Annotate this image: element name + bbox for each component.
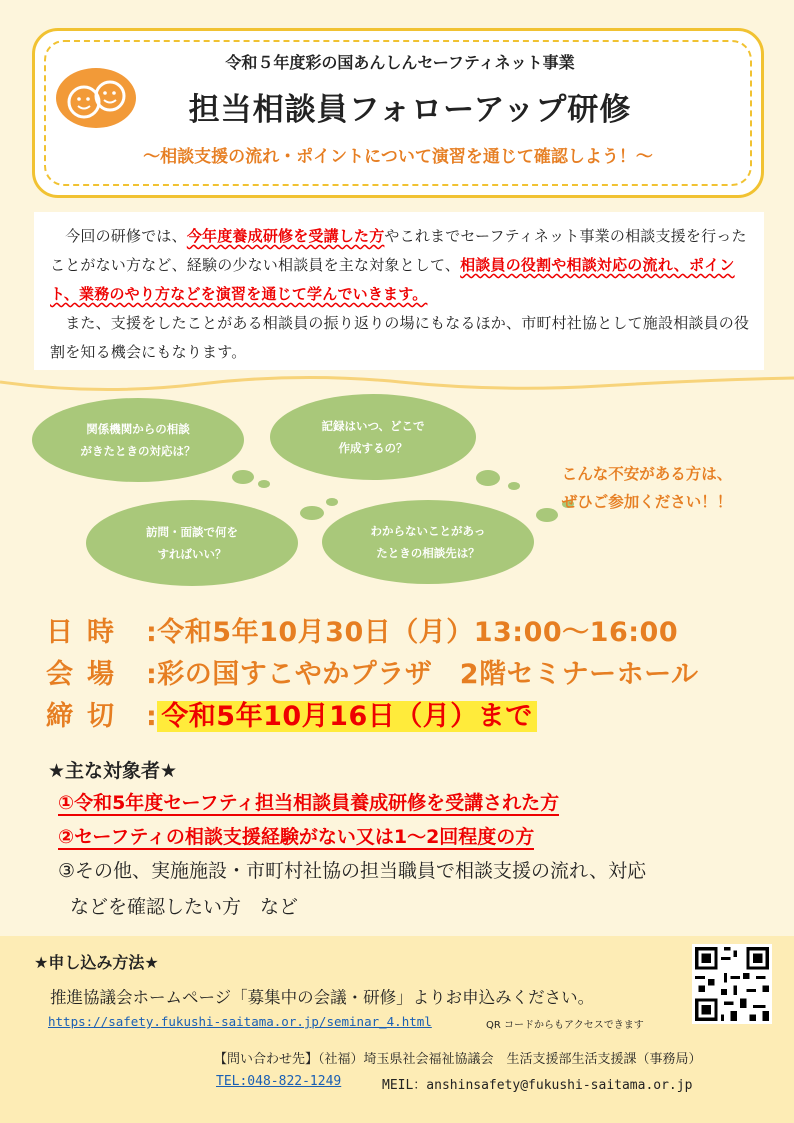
event-venue-row [46, 652, 699, 691]
date-label: 日時 [46, 617, 128, 648]
venue-value: :彩の国すこやかプラザ 2階セミナーホール [146, 659, 699, 690]
concern-bubble [270, 394, 476, 480]
bubble-tail-dot [258, 480, 270, 488]
target-item-continued [70, 890, 298, 924]
concern-bubble [322, 500, 534, 584]
intro-highlight-1: 今年度養成研修を受講した方 [186, 227, 385, 245]
target-item [58, 786, 559, 820]
targets-heading: ★主な対象者★ [48, 760, 178, 782]
target-text: ③その他、実施施設・市町村社協の担当職員で相談支援の流れ、対応 [58, 860, 647, 882]
intro-highlight-2: 相談員の役割や相談対応の流れ、ポイント、業務のやり方などを演習を通じて学んでいきます。 [50, 256, 735, 303]
deadline-colon: : [146, 701, 158, 732]
target-item [58, 854, 646, 888]
phone-link[interactable]: TEL:048-822-1249 [216, 1074, 342, 1089]
wavy-divider [0, 370, 794, 398]
bubble-tail-dot [508, 482, 520, 490]
target-text: ②セーフティの相談支援経験がない又は1～2回程度の方 [58, 826, 535, 848]
event-date-row [46, 610, 678, 649]
subtitle: ～相談支援の流れ・ポイントについて演習を通じて確認しよう！～ [143, 147, 653, 167]
target-item [58, 820, 534, 854]
deadline-label: 締切 [46, 701, 128, 732]
intro-box [34, 212, 764, 370]
target-text: ①令和5年度セーフティ担当相談員養成研修を受講された方 [58, 792, 560, 814]
bubble-tail-dot [300, 506, 324, 520]
application-link[interactable]: https://safety.fukushi-saitama.or.jp/seminar_4.html [48, 1014, 432, 1029]
application-heading: ★申し込み方法★ [34, 953, 159, 972]
concern-bubble [86, 500, 298, 586]
concern-bubble [32, 398, 244, 482]
invite-line: ぜひご参加ください！！ [561, 493, 733, 511]
event-deadline-row [46, 694, 537, 733]
intro-text: やこれまでセーフティネット事業の相談支援を行ったことがない方など、経験の少ない相談員を主な対象として、 [50, 227, 747, 274]
invite-callout [532, 460, 762, 516]
concern-text: 関係機関からの相談 がきたときの対応は？ [80, 422, 196, 458]
page-title: 担当相談員フォローアップ研修 [188, 92, 632, 128]
intro-text: 今回の研修では、 [65, 227, 187, 245]
concern-text: 訪問・面談で何を すればいい？ [146, 525, 238, 561]
bubble-tail-dot [232, 470, 254, 484]
intro-text: また、支援をしたことがある相談員の振り返りの場にもなるほか、市町村社協として施設相談員の役割を知る機会にもなります。 [50, 314, 750, 361]
date-value: :令和5年10月30日（月）13:00～16:00 [146, 617, 679, 648]
smiling-faces-logo-icon [54, 66, 138, 130]
project-name: 令和５年度彩の国あんしんセーフティネット事業 [225, 53, 575, 72]
bubble-tail-dot [326, 498, 338, 506]
intro-paragraph-2 [50, 309, 750, 367]
venue-label: 会場 [46, 659, 128, 690]
qr-note: QR コードからもアクセスできます [486, 1020, 644, 1031]
contact-info: 【問い合わせ先】（社福）埼玉県社会福祉協議会 生活支援部生活支援課（事務局） [214, 1052, 702, 1067]
qr-code-icon[interactable] [692, 944, 772, 1024]
intro-paragraph-1 [50, 222, 750, 309]
email-address: MEIL：anshinsafety@fukushi-saitama.or.jp [382, 1078, 693, 1093]
concern-text: わからないことがあっ たときの相談先は？ [370, 524, 486, 560]
concern-text: 記録はいつ、どこで 作成するの？ [321, 419, 425, 455]
deadline-value: 令和5年10月16日（月）まで [157, 701, 536, 732]
invite-line: こんな不安がある方は、 [561, 465, 733, 483]
application-instructions: 推進協議会ホームページ「募集中の会議・研修」よりお申込みください。 [50, 988, 595, 1007]
bubble-tail-dot [476, 470, 500, 486]
target-text: などを確認したい方 など [70, 896, 299, 918]
